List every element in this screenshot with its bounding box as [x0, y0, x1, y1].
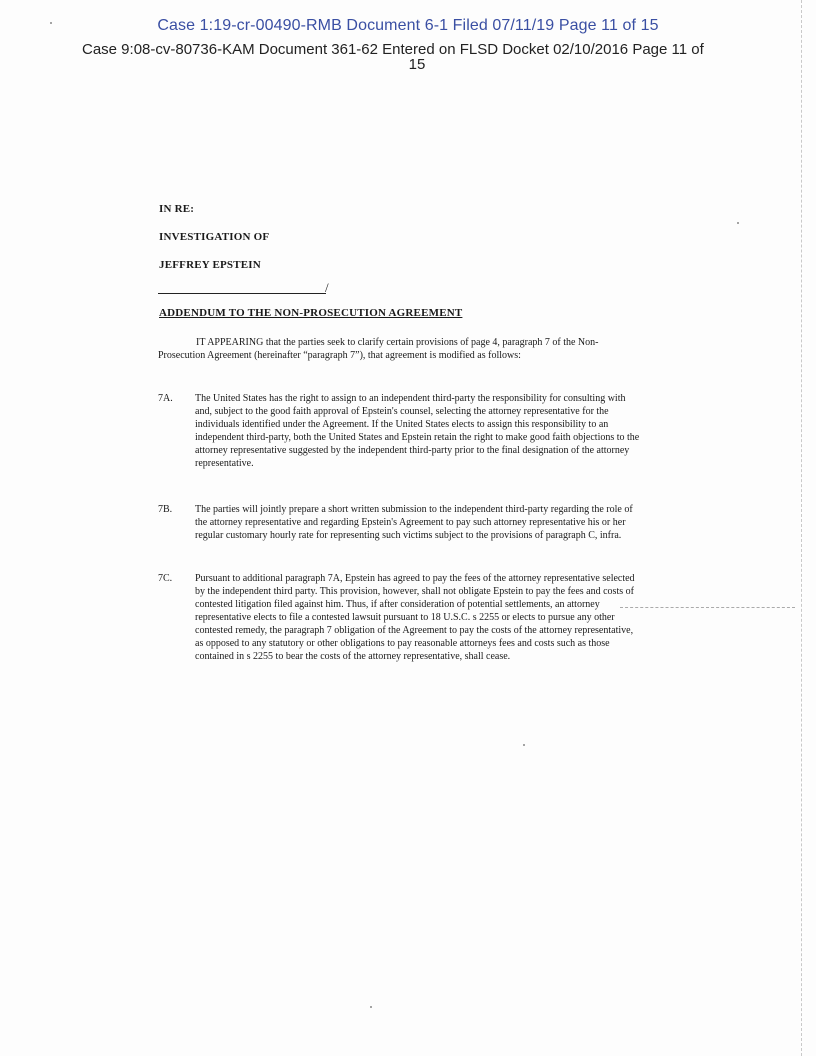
filed-stamp: Case 1:19-cr-00490-RMB Document 6-1 Filed 07/11/19 Page 11 of 15 [157, 17, 659, 34]
caption-in-re: IN RE: [159, 203, 195, 215]
paragraph-text: The United States has the right to assign to an independent third-party the responsibility for consulting with and, subject to the good faith approval of Epstein's counsel, selecting the attorney representative for the individuals identified under the Agreement. If the United States elects to assign this responsibility to an independent third-party, both the United States and Epstein retain the right to make good faith objections to the attorney representative suggested by the independent third-party prior to the final designation of the attorney representative. [195, 393, 640, 469]
scan-page-edge [800, 0, 802, 1056]
caption-slash: / [325, 280, 329, 295]
paragraph-7b [158, 503, 643, 542]
docket-stamp-line2: 15 [408, 56, 426, 73]
paragraph-7a [158, 392, 643, 470]
paragraph-7c [158, 572, 643, 663]
case-caption [159, 203, 269, 287]
scan-speck [523, 744, 525, 746]
paragraph-number: 7B. [158, 504, 173, 515]
paragraph-text: The parties will jointly prepare a short written submission to the independent third-party regarding the role of the attorney representative and regarding Epstein's Agreement to pay such attorney representative his or her regular customary hourly rate for representing such victims subject to the provisions of paragraph C, infra. [195, 504, 633, 541]
caption-investigation: INVESTIGATION OF [159, 231, 270, 243]
scan-speck [50, 22, 52, 24]
paragraph-text: Pursuant to additional paragraph 7A, Epstein has agreed to pay the fees of the attorney representative selected by the independent third party. This provision, however, shall not obligate Epstein to pay the fees and costs of contested litigation filed against him. Thus, if after consideration of potential settlements, an attorney representative elects to file a contested lawsuit pursuant to 18 U.S.C. s 2255 or elects to pursue any other contested remedy, the paragraph 7 obligation of the Agreement to pay the costs of the attorney representative, as opposed to any statutory or other obligations to pay reasonable attorneys fees and costs such as those contained in s 2255 to bear the costs of the attorney representative, shall cease. [195, 573, 635, 662]
scan-speck [737, 222, 739, 224]
docket-stamp-line1: Case 9:08-cv-80736-KAM Document 361-62 Entered on FLSD Docket 02/10/2016 Page 11 of [82, 41, 704, 58]
scan-speck [370, 1006, 372, 1008]
caption-name: JEFFREY EPSTEIN [159, 259, 261, 271]
caption-rule [158, 293, 326, 294]
docket-stamp [82, 41, 762, 72]
paragraph-number: 7C. [158, 573, 173, 584]
scan-artifact-line [620, 607, 795, 608]
intro-paragraph: IT APPEARING that the parties seek to clarify certain provisions of page 4, paragraph 7 of the Non-Prosecution Agreement (hereinafter “paragraph 7”), that agreement is modified as follows: [158, 337, 599, 361]
document-title: ADDENDUM TO THE NON-PROSECUTION AGREEMENT [159, 307, 463, 319]
paragraph-number: 7A. [158, 393, 173, 404]
